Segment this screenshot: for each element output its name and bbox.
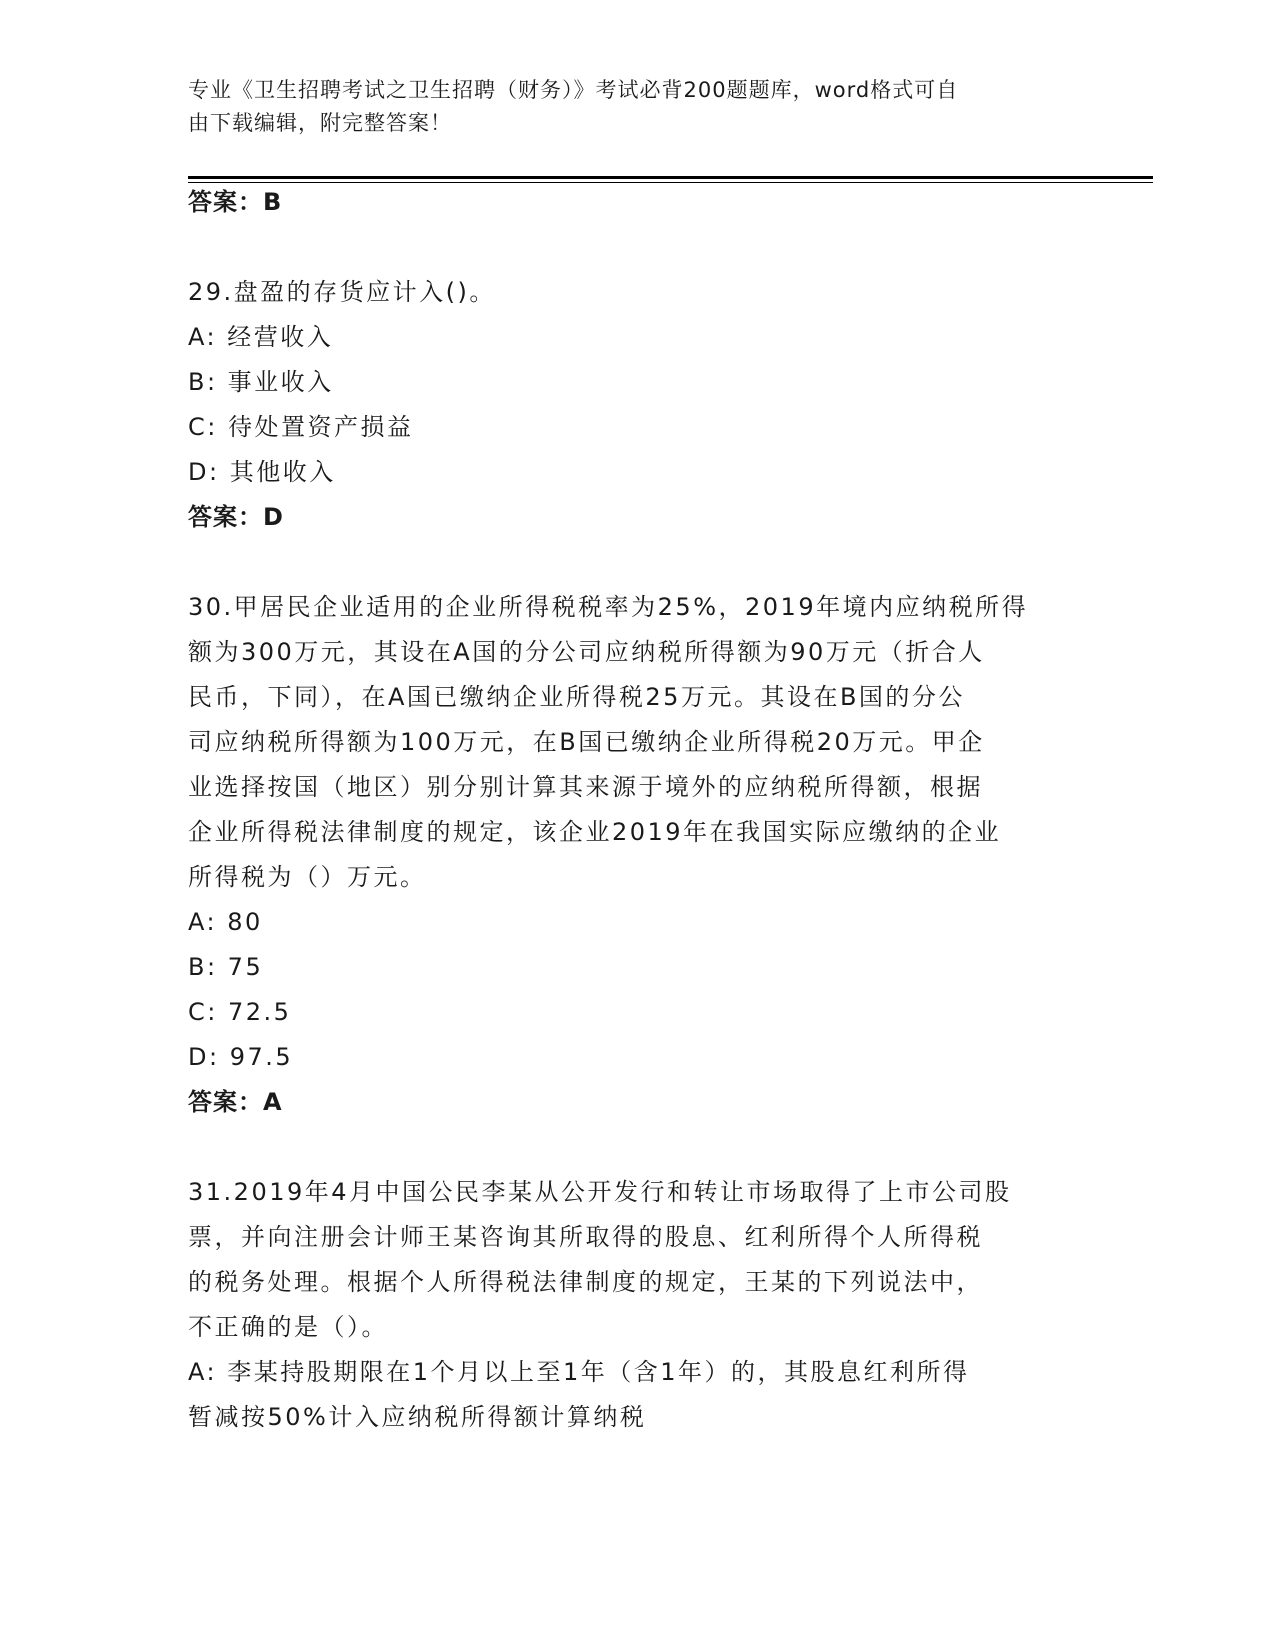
- spacer: [188, 540, 1088, 585]
- question-stem-line: 31.2019年4月中国公民李某从公开发行和转让市场取得了上市公司股: [188, 1178, 1012, 1206]
- option-a: A: 80: [188, 908, 263, 936]
- spacer: [188, 225, 1088, 270]
- question-stem-line: 业选择按国（地区）别分别计算其来源于境外的应纳税所得额，根据: [188, 773, 983, 801]
- answer: 答案：A: [188, 1088, 283, 1116]
- option-a-line: A: 李某持股期限在1个月以上至1年（含1年）的，其股息红利所得: [188, 1358, 970, 1386]
- option-a: A: 经营收入: [188, 323, 334, 351]
- question-stem-line: 民币，下同），在A国已缴纳企业所得税25万元。其设在B国的分公: [188, 683, 965, 711]
- question-stem-line: 30.甲居民企业适用的企业所得税税率为25%，2019年境内应纳税所得: [188, 593, 1029, 621]
- question-29: [188, 270, 1088, 540]
- spacer: [188, 1125, 1088, 1170]
- question-stem-line: 票，并向注册会计师王某咨询其所取得的股息、红利所得个人所得税: [188, 1223, 983, 1251]
- header-rule-thick: [188, 176, 1153, 179]
- option-a-line: 暂减按50%计入应纳税所得额计算纳税: [188, 1403, 647, 1431]
- answer: 答案：D: [188, 503, 284, 531]
- question-stem-line: 企业所得税法律制度的规定，该企业2019年在我国实际应缴纳的企业: [188, 818, 1002, 846]
- option-b: B: 75: [188, 953, 264, 981]
- option-c: C: 待处置资产损益: [188, 413, 414, 441]
- header-line-2: 由下载编辑，附完整答案！: [188, 111, 452, 135]
- question-30: [188, 585, 1088, 1125]
- option-b: B: 事业收入: [188, 368, 334, 396]
- option-d: D: 97.5: [188, 1043, 294, 1071]
- question-stem-line: 所得税为（）万元。: [188, 863, 427, 891]
- question-stem: 29.盘盈的存货应计入()。: [188, 278, 496, 306]
- question-stem-line: 不正确的是（）。: [188, 1313, 388, 1341]
- question-stem-line: 的税务处理。根据个人所得税法律制度的规定，王某的下列说法中，: [188, 1268, 983, 1296]
- previous-answer: 答案：B: [188, 188, 283, 216]
- question-31: [188, 1170, 1088, 1440]
- header-line-1: 专业《卫生招聘考试之卫生招聘（财务）》考试必背200题题库，word格式可自: [188, 78, 959, 102]
- question-stem-line: 额为300万元，其设在A国的分公司应纳税所得额为90万元（折合人: [188, 638, 985, 666]
- document-body: [188, 180, 1088, 1440]
- question-stem-line: 司应纳税所得额为100万元，在B国已缴纳企业所得税20万元。甲企: [188, 728, 985, 756]
- option-c: C: 72.5: [188, 998, 292, 1026]
- option-d: D: 其他收入: [188, 458, 336, 486]
- document-header: [188, 74, 1088, 140]
